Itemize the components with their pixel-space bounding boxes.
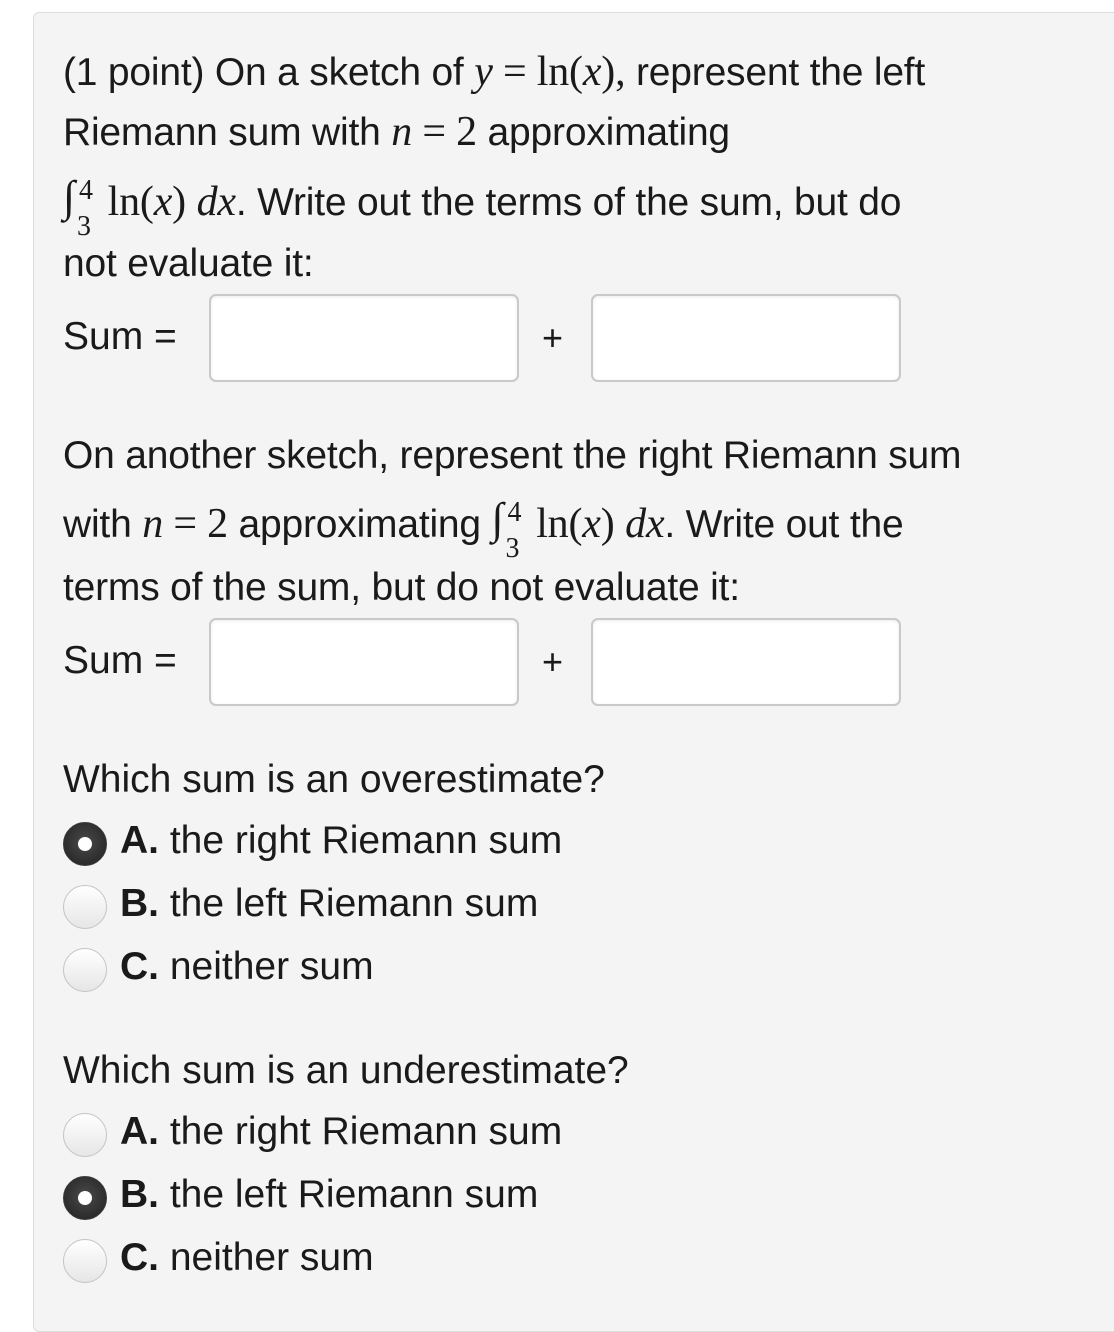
integral-symbol: ∫ 4 3 (491, 494, 522, 564)
integrand-ln: ln( (107, 179, 154, 225)
integrand-ln: ln( (536, 501, 583, 547)
integrand-close: ) (600, 501, 615, 547)
overestimate-question: Which sum is an overestimate? (63, 758, 605, 801)
math-eq: = ln( (492, 49, 583, 95)
underestimate-question: Which sum is an underestimate? (63, 1049, 629, 1092)
plus-sign: + (542, 641, 564, 682)
overestimate-option-c[interactable] (63, 938, 763, 998)
radio-button[interactable] (63, 1176, 107, 1220)
left-sum-term-2-input[interactable] (591, 294, 901, 382)
sum-label: Sum = (63, 639, 177, 682)
plus-sign: + (542, 317, 564, 358)
math-n: n (391, 109, 413, 155)
left-sum-row (63, 294, 963, 384)
radio-button[interactable] (63, 948, 107, 992)
radio-button[interactable] (63, 822, 107, 866)
math-y: y (474, 49, 493, 95)
problem-text: (1 point) On a sketch of (63, 51, 475, 94)
problem-text: On another sketch, represent the right Riemann sum (63, 434, 962, 477)
problem-text: with (63, 503, 143, 546)
problem-text: approximating (476, 111, 730, 154)
underestimate-option-b[interactable] (63, 1166, 763, 1226)
math-n: n (142, 501, 164, 547)
problem-text: approximating (227, 503, 492, 546)
integrand-x: x (153, 179, 173, 225)
right-sum-row (63, 618, 963, 708)
problem2-line-2 (63, 492, 904, 564)
math-x: x (582, 49, 602, 95)
problem-text: . Write out the (664, 503, 904, 546)
problem-line-1 (63, 40, 925, 105)
option-label[interactable]: C. neither sum (120, 945, 374, 988)
problem-line-2 (63, 100, 730, 165)
problem-text: terms of the sum, but do not evaluate it: (63, 566, 740, 609)
integrand-dx: dx (625, 501, 665, 547)
sum-label: Sum = (63, 315, 177, 358)
option-label[interactable]: A. the right Riemann sum (120, 1110, 563, 1153)
integral-symbol: ∫ 4 3 (63, 172, 93, 242)
math-eq: = 2 (163, 501, 228, 547)
overestimate-option-a[interactable] (63, 812, 763, 872)
left-sum-term-1-input[interactable] (209, 294, 519, 382)
problem-line-4 (63, 232, 313, 296)
integrand-x: x (582, 501, 601, 547)
problem-text: not evaluate it: (63, 242, 314, 285)
problem2-line-3 (63, 556, 740, 620)
problem-text: . Write out the terms of the sum, but do (235, 181, 902, 224)
option-label[interactable]: B. the left Riemann sum (120, 882, 539, 925)
integrand-dx: dx (196, 179, 236, 225)
problem-line-3 (63, 170, 902, 242)
radio-button[interactable] (63, 1113, 107, 1157)
integrand-close: ) (172, 179, 186, 225)
right-sum-term-1-input[interactable] (209, 618, 519, 706)
option-label[interactable]: A. the right Riemann sum (120, 819, 563, 862)
problem-text: Riemann sum with (63, 111, 392, 154)
radio-button[interactable] (63, 885, 107, 929)
underestimate-option-c[interactable] (63, 1229, 763, 1289)
problem2-line-1 (63, 424, 961, 488)
option-label[interactable]: C. neither sum (120, 1236, 374, 1279)
radio-button[interactable] (63, 1239, 107, 1283)
problem-text: represent the left (625, 51, 926, 94)
underestimate-option-a[interactable] (63, 1103, 763, 1163)
right-sum-term-2-input[interactable] (591, 618, 901, 706)
overestimate-option-b[interactable] (63, 875, 763, 935)
option-label[interactable]: B. the left Riemann sum (120, 1173, 539, 1216)
math-eq: = 2 (412, 109, 477, 155)
math-close: ), (601, 49, 626, 95)
